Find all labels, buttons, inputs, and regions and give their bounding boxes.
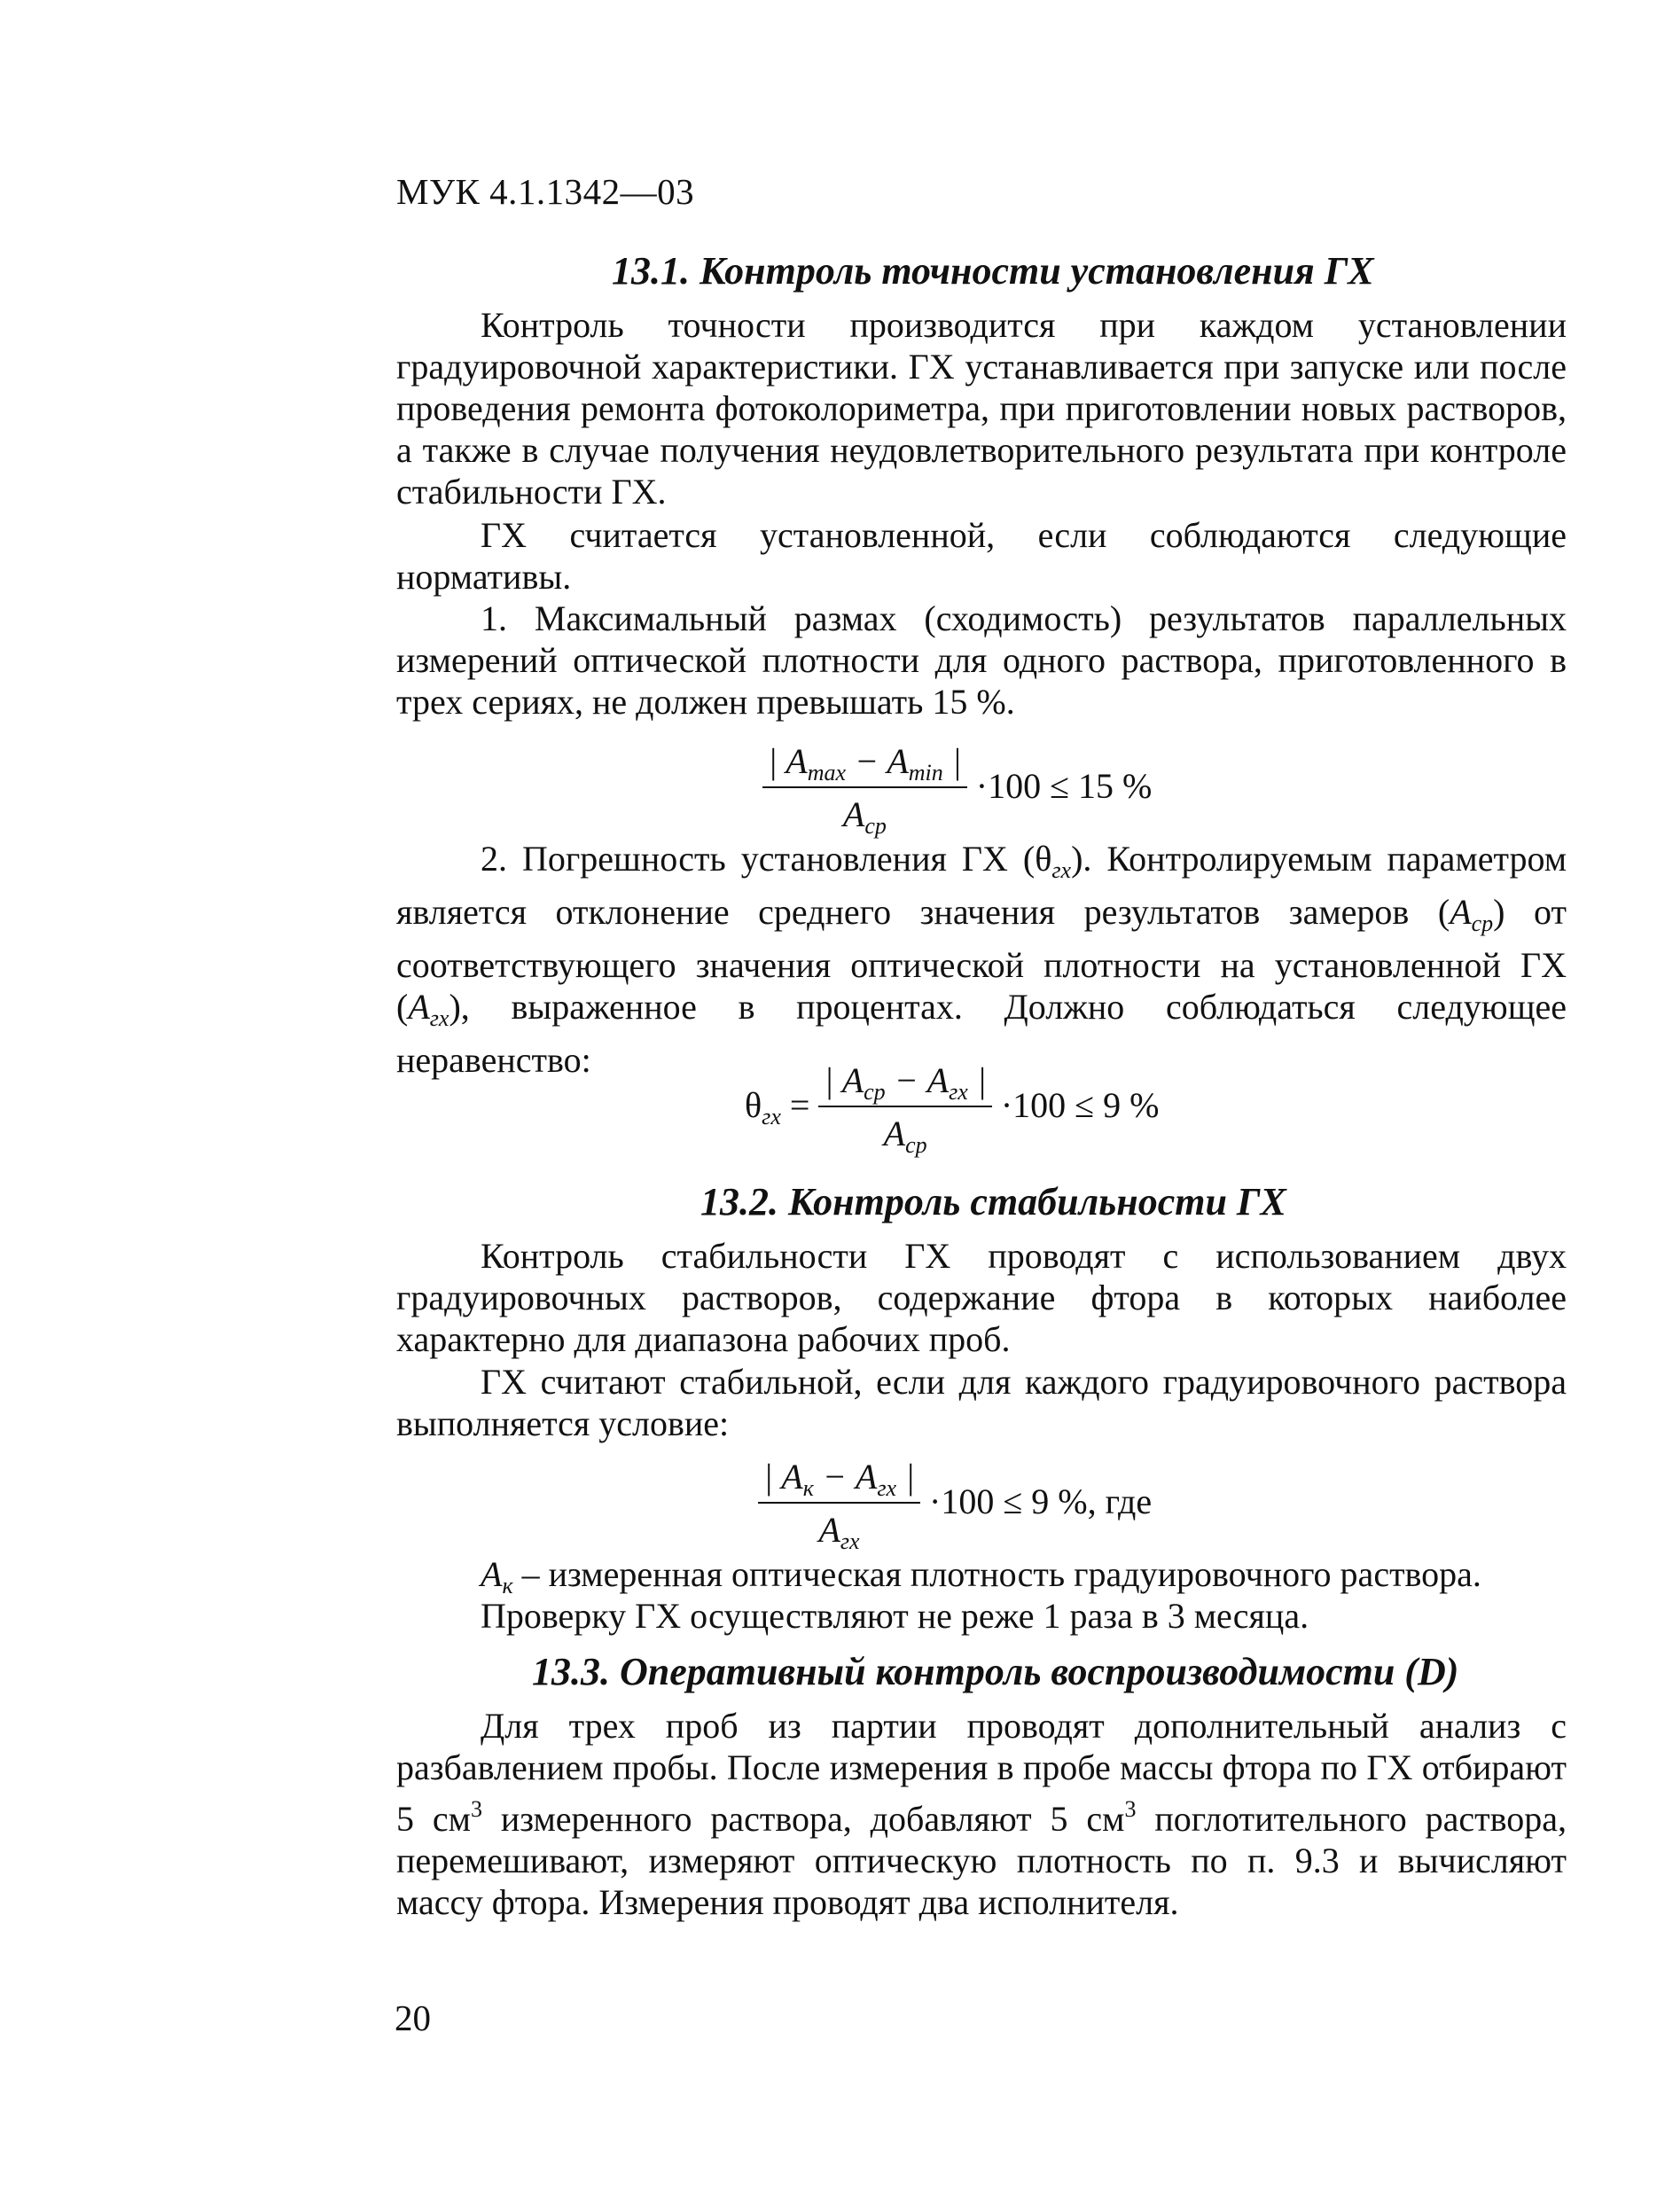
- formula-range: $\frac{| A_{max} - A_{min} |}{A_{ср}}$ ·100 ≤ 15 %: [762, 740, 1152, 840]
- section-13-2-paragraph-2: ГХ считают стабильной, если для каждого градуировочного раствора выполняется условие:: [396, 1362, 1567, 1443]
- section-13-1-paragraph-1: Контроль точности производится при каждом установлении градуировочной характеристики. ГХ устанавливается при запуске или после проведения ремонта фотоколориметра, при приготовлении новых растворов, а также в случае получения неудовлетворительного результата при контроле стабильности ГХ.: [396, 305, 1567, 512]
- document-code: МУК 4.1.1342—03: [396, 171, 695, 212]
- page-number: 20: [395, 1997, 431, 2038]
- formula-error: $\theta_{гх}$ = $\frac{| A_{ср} - A_{гх} |}{A_{ср}}$ ·100 ≤ 9 %: [745, 1060, 1160, 1158]
- section-13-1-paragraph-3: 1. Максимальный размах (сходимость) результатов параллельных измерений оптической плотности для одного раствора, приготовленного в трех сериях, не должен превышать 15 %.: [396, 598, 1567, 722]
- section-13-1-paragraph-2: ГХ считается установленной, если соблюдаются следующие нормативы.: [396, 515, 1567, 597]
- section-13-3-paragraph-1: Для трех проб из партии проводят дополнительный анализ с разбавлением пробы. После измерения в пробе массы фтора по ГХ отбирают 5 $см^3$ измеренного раствора, добавляют 5 $см^3$ поглотительного раствора, перемешивают, измеряют оптическую плотность по п. 9.3 и вычисляют массу фтора. Измерения проводят два исполнителя.: [396, 1706, 1567, 1922]
- section-13-2-definition: $A_к$ – измеренная оптическая плотность градуировочного раствора.: [481, 1554, 1481, 1598]
- section-13-2-heading: 13.2. Контроль стабильности ГХ: [700, 1180, 1286, 1223]
- section-13-1-heading: 13.1. Контроль точности установления ГХ: [612, 249, 1374, 293]
- section-13-3-heading: 13.3. Оперативный контроль воспроизводимости (D): [532, 1650, 1459, 1693]
- section-13-2-paragraph-1: Контроль стабильности ГХ проводят с использованием двух градуировочных растворов, содержание фтора в которых наиболее характерно для диапазона рабочих проб.: [396, 1236, 1567, 1359]
- section-13-1-paragraph-4: 2. Погрешность установления ГХ $(\theta_{гх})$. Контролируемым параметром является отклонение среднего значения результатов замеров $(A_{ср})$ от соответствующего значения оптической плотности на установленной ГХ $(A_{гх})$, выраженное в процентах. Должно соблюдаться следующее неравенство:: [396, 839, 1567, 1080]
- formula-stability: $\frac{| A_к - A_{гх} |}{A_{гх}}$ ·100 ≤ 9 %, где: [758, 1456, 1152, 1555]
- section-13-2-paragraph-3: Проверку ГХ осуществляют не реже 1 раза в 3 месяца.: [481, 1596, 1309, 1636]
